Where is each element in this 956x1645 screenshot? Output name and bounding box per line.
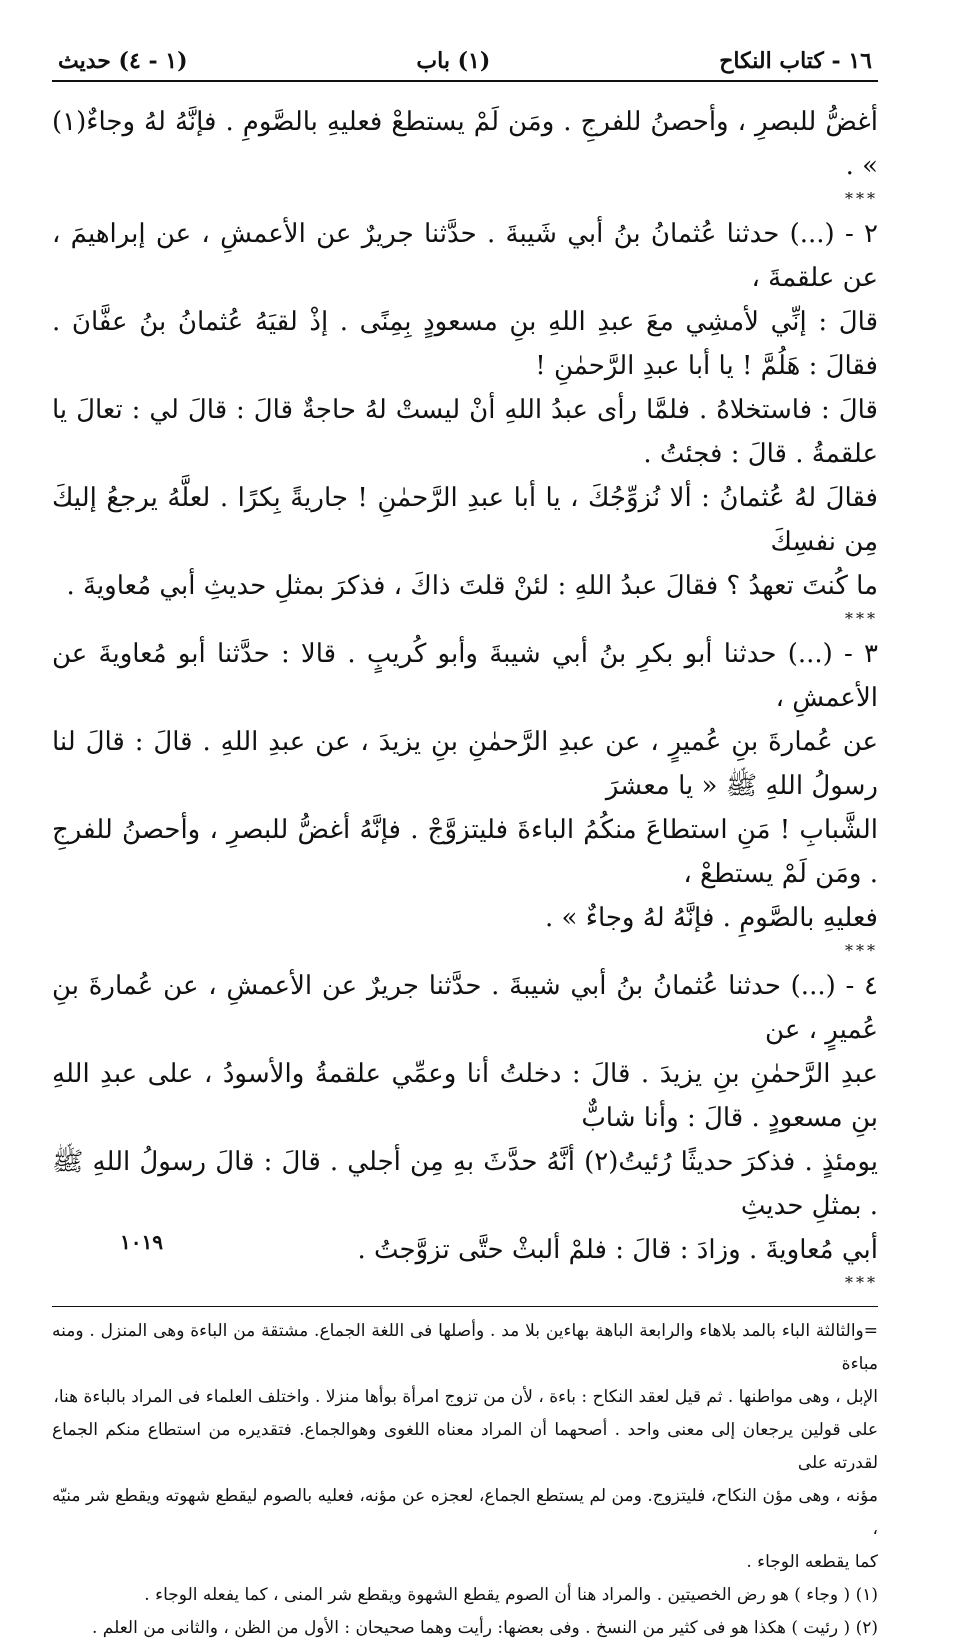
header-page-number: ١٦ (848, 48, 872, 74)
hadith-3-line-3: الشَّبابِ ! مَنِ استطاعَ منكُمُ الباءةَ فليتزوَّجْ . فإنَّهُ أغضُّ للبصرِ ، وأحصنُ للفرجِ . ومَن لَمْ يستطعْ ، (52, 815, 878, 889)
footnote-2: (٢) ( رئيت ) هكذا هو فى كثير من النسخ . وفى بعضها: رأيت وهما صحيحان : الأول من الظن ، والثانى من العلم . (91, 1618, 878, 1638)
separator: *** (845, 941, 878, 960)
header-right (719, 48, 872, 74)
header-book-title: - كتاب النكاح (719, 48, 841, 74)
hadith-4-line-4: أبي مُعاويةَ . وزادَ : قالَ : فلمْ ألبثْ حتَّى تزوَّجتُ . (357, 1235, 878, 1265)
hadith-3-line-1: ٣ - (...) حدثنا أبو بكرِ بنُ أبي شيبةَ وأبو كُريبٍ . قالا : حدَّثنا أبو مُعاويةَ عن الأعمشِ ، (52, 639, 878, 713)
footnote-continuation: مؤنه ، وهى مؤن النكاح، فليتزوج. ومن لم يستطع الجماع، لعجزه عن مؤنه، فعليه بالصوم ليقطع شهوته ويقطع شر منيّه ، (52, 1486, 878, 1539)
footnote-continuation: كما يقطعه الوجاء . (746, 1552, 878, 1572)
page (52, 48, 878, 1645)
separator: *** (845, 609, 878, 628)
footnote-continuation: على قولين يرجعان إلى معنى واحد . أصحهما أن المراد معناه اللغوى وهوالجماع. فتقديره من استطاع منكم الجماع لقدرته على (52, 1420, 878, 1473)
hadith-2-line-5: ما كُنتَ تعهدُ ؟ فقالَ عبدُ اللهِ : لئنْ قلتَ ذاكَ ، فذكرَ بمثلِ حديثِ أبي مُعاويةَ . (66, 571, 878, 601)
header-chapter: (١) باب (416, 48, 491, 74)
hadith-4-line-1: ٤ - (...) حدثنا عُثمانُ بنُ أبي شيبةَ . حدَّثنا جريرٌ عن الأعمشِ ، عن عُمارةَ بنِ عُميرٍ ، عن (52, 971, 878, 1045)
header-hadith-range: (١ - ٤) حديث (58, 48, 188, 74)
hadith-4 (52, 964, 878, 1272)
hadith-2-line-3: قالَ : فاستخلاهُ . فلمَّا رأى عبدُ اللهِ أنْ ليستْ لهُ حاجةٌ قالَ : قالَ لي : تعالَ يا علقمةُ . قالَ : فجئتُ . (52, 395, 878, 469)
hadith-2 (52, 212, 878, 608)
hadith-4-line-2: عبدِ الرَّحمٰنِ بنِ يزيدَ . قالَ : دخلتُ أنا وعمِّي علقمةُ والأسودُ ، على عبدِ اللهِ بنِ مسعودٍ . قالَ : وأنا شابٌّ (52, 1059, 878, 1133)
separator: *** (845, 1273, 878, 1292)
hadith-3 (52, 632, 878, 940)
footnotes (52, 1306, 878, 1645)
footnote-1: (١) ( وجاء ) هو رض الخصيتين . والمراد هنا أن الصوم يقطع الشهوة ويقطع شر المنى ، كما يفعله الوجاء . (144, 1585, 878, 1605)
separator: *** (845, 189, 878, 208)
hadith-2-line-4: فقالَ لهُ عُثمانُ : ألا نُزوِّجُكَ ، يا أبا عبدِ الرَّحمٰنِ ! جاريةً بِكرًا . لعلَّهُ يرجعُ إليكَ مِن نفسِكَ (52, 483, 878, 557)
hadith-3-line-4: فعليهِ بالصَّومِ . فإنَّهُ لهُ وجاءٌ » . (545, 903, 878, 933)
hadith-4-line-3: يومئذٍ . فذكرَ حديثًا رُئيتُ(٢) أنَّهُ حدَّثَ بهِ مِن أجلي . قالَ : قالَ رسولُ اللهِ ﷺ . بمثلِ حديثِ (52, 1147, 878, 1221)
running-header (52, 48, 878, 82)
footnote-continuation: الإبل ، وهى مواطنها . ثم قيل لعقد النكاح : باءة ، لأن من تزوج امرأة بوأها منزلا . واختلف العلماء فى المراد بالباءة هنا، (53, 1387, 878, 1407)
intro-line: أغضُّ للبصرِ ، وأحصنُ للفرجِ . ومَن لَمْ يستطعْ فعليهِ بالصَّومِ . فإنَّهُ لهُ وجاءٌ(١) » . (52, 107, 878, 181)
main-text (52, 100, 878, 1292)
page-footer-number: ١٠١٩ (120, 1230, 163, 1254)
hadith-3-line-2: عن عُمارةَ بنِ عُميرٍ ، عن عبدِ الرَّحمٰنِ بنِ يزيدَ ، عن عبدِ اللهِ . قالَ : قالَ لنا رسولُ اللهِ ﷺ « يا معشرَ (52, 727, 878, 801)
hadith-2-line-2: قالَ : إنِّي لأمشِي معَ عبدِ اللهِ بنِ مسعودٍ بِمِنًى . إذْ لقيَهُ عُثمانُ بنُ عفَّانَ . فقالَ : هَلُمَّ ! يا أبا عبدِ الرَّحمٰنِ ! (52, 307, 878, 381)
hadith-2-line-1: ٢ - (...) حدثنا عُثمانُ بنُ أبي شَيبةَ . حدَّثنا جريرٌ عن الأعمشِ ، عن إبراهيمَ ، عن علقمةَ ، (52, 219, 878, 293)
footnote-continuation: =والثالثة الباء بالمد بلاهاء والرابعة الباهة بهاءين بلا مد . وأصلها فى اللغة الجماع. مشتقة من الباءة وهى المنزل . ومنه مباءة (52, 1321, 878, 1374)
